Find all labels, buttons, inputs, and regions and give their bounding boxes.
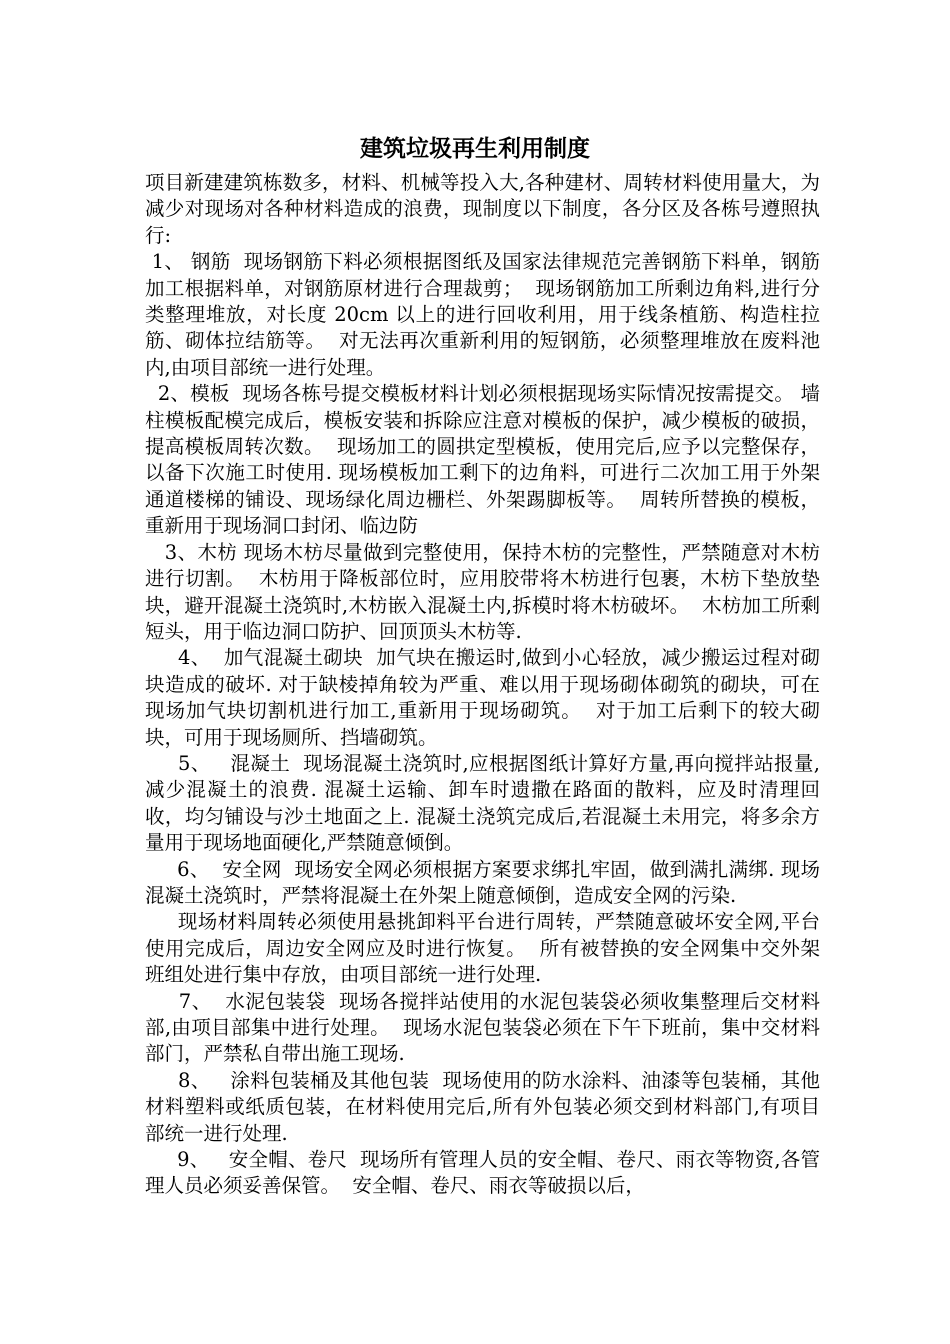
rebar-paragraph: 1、 钢筋 现场钢筋下料必须根据图纸及国家法律规范完善钢筋下料单，钢筋加工根据料单，对钢筋原材进行合理裁剪； 现场钢筋加工所剩边角料,进行分类整理堆放，对长度 20cm 以上的进行回收利用，用于线条植筋、构造柱拉筋、砌体拉结筋等。 对无法再次重新利用的短钢筋，必须整理堆放在废料池内,由项目部统一进行处理。: [145, 250, 820, 379]
document-title: 建筑垃圾再生利用制度: [360, 136, 590, 162]
document-body: [145, 170, 820, 1200]
material-turnover-paragraph: 现场材料周转必须使用悬挑卸料平台进行周转，严禁随意破坏安全网,平台使用完成后，周边安全网应及时进行恢复。 所有被替换的安全网集中交外架班组处进行集中存放，由项目部统一进行处理.: [145, 910, 820, 987]
safety-net-paragraph: 6、 安全网 现场安全网必须根据方案要求绑扎牢固，做到满扎满绑. 现场混凝土浇筑时，严禁将混凝土在外架上随意倾倒，造成安全网的污染.: [145, 857, 820, 907]
intro-paragraph: 项目新建建筑栋数多，材料、机械等投入大,各种建材、周转材料使用量大，为减少对现场对各种材料造成的浪费，现制度以下制度，各分区及各栋号遵照执行:: [145, 171, 820, 247]
timber-paragraph: 3、木枋 现场木枋尽量做到完整使用，保持木枋的完整性，严禁随意对木枋进行切割。 木枋用于降板部位时，应用胶带将木枋进行包裹，木枋下垫放垫块，避开混凝土浇筑时,木枋嵌入混凝土内,拆模时将木枋破坏。 木枋加工所剩短头，用于临边洞口防护、回顶顶头木枋等.: [145, 540, 820, 643]
paint-bucket-paragraph: 8、 涂料包装桶及其他包装 现场使用的防水涂料、油漆等包装桶，其他材料塑料或纸质包装，在材料使用完后,所有外包装必须交到材料部门,有项目部统一进行处理.: [145, 1068, 820, 1145]
aerated-block-paragraph: 4、 加气混凝土砌块 加气块在搬运时,做到小心轻放，减少搬运过程对砌块造成的破坏. 对于缺棱掉角较为严重、难以用于现场砌体砌筑的砌块，可在现场加气块切割机进行加工,重新用于现场砌筑。 对于加工后剩下的较大砌块，可用于现场厕所、挡墙砌筑。: [145, 646, 820, 749]
concrete-paragraph: 5、 混凝土 现场混凝土浇筑时,应根据图纸计算好方量,再向搅拌站报量,减少混凝土的浪费. 混凝土运输、卸车时遗撒在路面的散料，应及时清理回收，均匀铺设与沙土地面之上. 混凝土浇筑完成后,若混凝土未用完，将多余方量用于现场地面硬化,严禁随意倾倒。: [145, 751, 820, 855]
helmet-tape-paragraph: 9、 安全帽、卷尺 现场所有管理人员的安全帽、卷尺、雨衣等物资,各管理人员必须妥善保管。 安全帽、卷尺、雨衣等破损以后，: [145, 1148, 820, 1198]
cement-bag-paragraph: 7、 水泥包装袋 现场各搅拌站使用的水泥包装袋必须收集整理后交材料部,由项目部集中进行处理。 现场水泥包装袋必须在下午下班前，集中交材料部门，严禁私自带出施工现场.: [145, 989, 821, 1066]
formwork-paragraph: 2、模板 现场各栋号提交模板材料计划必须根据现场实际情况按需提交。 墙柱模板配模完成后，模板安装和拆除应注意对模板的保护，减少模板的破损，提高模板周转次数。 现场加工的圆拱定型模板，使用完后,应予以完整保存，以备下次施工时使用. 现场模板加工剩下的边角料，可进行二次加工用于外架通道楼梯的铺设、现场绿化周边栅栏、外架踢脚板等。 周转所替换的模板，重新用于现场洞口封闭、临边防: [145, 382, 820, 538]
